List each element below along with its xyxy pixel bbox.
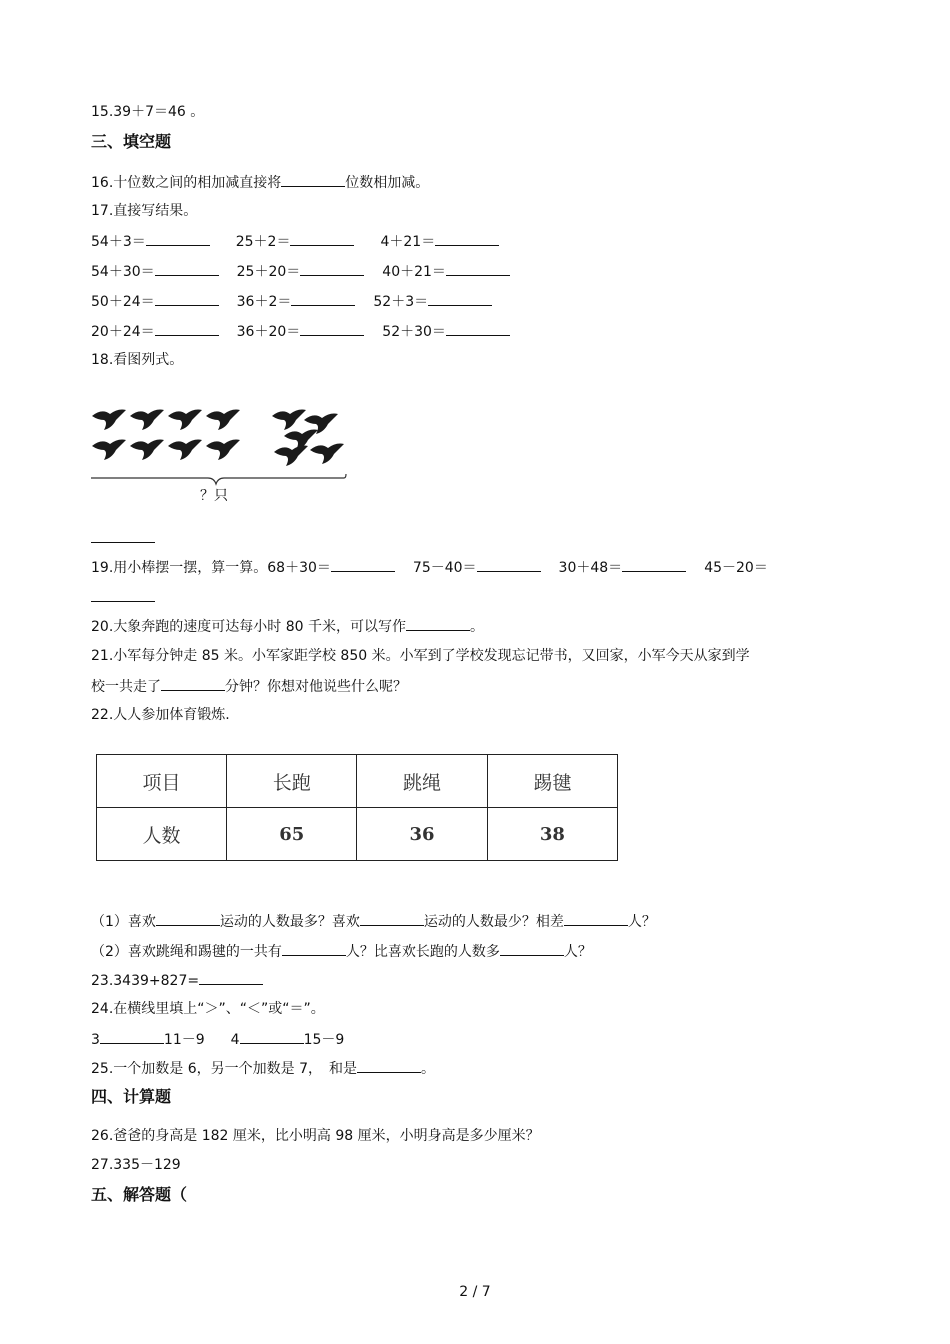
equation: 75－40＝	[412, 560, 477, 576]
answer-blank[interactable]	[155, 321, 219, 336]
answer-blank[interactable]	[240, 1029, 304, 1044]
answer-blank[interactable]	[282, 941, 346, 956]
q24-right-b: 15－9	[303, 1032, 345, 1048]
answer-blank[interactable]	[291, 291, 355, 306]
q20-text-before: 20.大象奔跑的速度可达每小时 80 千米，可以写作	[91, 619, 406, 635]
sports-table	[96, 754, 618, 861]
answer-blank[interactable]	[435, 231, 499, 246]
q22-1-text: 人？	[627, 914, 656, 930]
question-16	[91, 172, 429, 193]
answer-blank[interactable]	[564, 911, 628, 926]
q24-left-a: 3	[91, 1032, 100, 1048]
answer-blank[interactable]	[100, 1029, 164, 1044]
swallow-icon	[168, 440, 202, 461]
swallow-icon	[310, 444, 344, 465]
question-22-part-2	[91, 941, 592, 962]
q22-2-text: 人？	[563, 944, 592, 960]
answer-blank[interactable]	[155, 291, 219, 306]
answer-blank[interactable]	[91, 528, 155, 543]
equation: 68＋30＝	[267, 560, 331, 576]
swallow-icon	[206, 440, 240, 461]
swallow-icon	[206, 410, 240, 431]
equation: 45－20＝	[704, 560, 768, 576]
page-number: 2 / 7	[459, 1284, 491, 1300]
q17-row-2	[91, 261, 510, 282]
q20-text-after: 。	[469, 619, 484, 635]
q17-row-3	[91, 291, 492, 312]
swallow-icon	[168, 410, 202, 431]
question-22-part-1	[91, 911, 656, 932]
question-20	[91, 616, 484, 637]
equation: 52＋30＝	[382, 324, 446, 340]
answer-blank[interactable]	[290, 231, 354, 246]
section-4-heading: 四、计算题	[91, 1087, 172, 1106]
q23-text: 23.3439+827=	[91, 973, 200, 989]
q24-left-b: 4	[230, 1032, 240, 1048]
answer-blank[interactable]	[300, 321, 364, 336]
table-cell: 36	[357, 808, 487, 861]
equation: 25＋20＝	[236, 264, 301, 280]
answer-blank[interactable]	[199, 970, 263, 985]
answer-blank[interactable]	[281, 172, 345, 187]
table-cell: 项目	[97, 755, 227, 808]
question-19	[91, 557, 768, 578]
question-18-title: 18.看图列式。	[91, 352, 184, 368]
answer-blank[interactable]	[91, 587, 155, 602]
answer-blank[interactable]	[477, 557, 541, 572]
equation: 25＋2＝	[235, 234, 291, 250]
table-cell: 长跑	[227, 755, 357, 808]
q22-1-text: 运动的人数最多？喜欢	[219, 914, 360, 930]
question-25	[91, 1058, 435, 1079]
question-24-items	[91, 1029, 344, 1050]
equation: 4＋21＝	[380, 234, 436, 250]
section-5-heading: 五、解答题（	[91, 1185, 188, 1204]
table-cell: 跳绳	[357, 755, 487, 808]
q22-2-text: （2）喜欢跳绳和踢毽的一共有	[91, 944, 282, 960]
swallow-icon	[92, 410, 126, 431]
answer-blank[interactable]	[155, 261, 219, 276]
equation: 36＋2＝	[236, 294, 292, 310]
equation: 20＋24＝	[91, 324, 155, 340]
q21-text-before: 校一共走了	[91, 679, 161, 695]
q18-answer	[91, 528, 155, 549]
table-cell: 65	[227, 808, 357, 861]
answer-blank[interactable]	[357, 1058, 421, 1073]
answer-blank[interactable]	[500, 941, 564, 956]
question-22-title: 22.人人参加体育锻炼.	[91, 707, 230, 723]
answer-blank[interactable]	[428, 291, 492, 306]
equation: 54＋3＝	[91, 234, 146, 250]
q25-text-before: 25.一个加数是 6，另一个加数是 7， 和是	[91, 1061, 357, 1077]
question-17-title: 17.直接写结果。	[91, 203, 198, 219]
q22-2-text: 人？比喜欢长跑的人数多	[345, 944, 500, 960]
table-cell: 人数	[97, 808, 227, 861]
question-21-line-1: 21.小军每分钟走 85 米。小军家距学校 850 米。小军到了学校发现忘记带书，又回家，小军今天从家到学	[91, 648, 750, 664]
answer-blank[interactable]	[331, 557, 395, 572]
answer-blank[interactable]	[161, 676, 225, 691]
table-header-row	[97, 755, 618, 808]
swallow-icon	[272, 410, 306, 431]
question-15: 15.39＋7＝46 。	[91, 104, 205, 120]
q16-text-before: 16.十位数之间的相加减直接将	[91, 175, 282, 191]
answer-blank[interactable]	[622, 557, 686, 572]
equation: 52＋3＝	[373, 294, 429, 310]
question-27: 27.335－129	[91, 1157, 181, 1173]
question-23	[91, 970, 263, 991]
equation: 36＋20＝	[236, 324, 301, 340]
answer-blank[interactable]	[300, 261, 364, 276]
q17-row-4	[91, 321, 510, 342]
answer-blank[interactable]	[360, 911, 424, 926]
q19-last-answer	[91, 587, 155, 608]
q25-text-after: 。	[420, 1061, 435, 1077]
brace-line	[91, 474, 346, 484]
answer-blank[interactable]	[446, 261, 510, 276]
answer-blank[interactable]	[156, 911, 220, 926]
swallow-icon	[274, 446, 308, 467]
q22-1-text: （1）喜欢	[91, 914, 156, 930]
answer-blank[interactable]	[446, 321, 510, 336]
equation: 40＋21＝	[382, 264, 446, 280]
question-24-title: 24.在横线里填上“＞”、“＜”或“＝”。	[91, 1001, 325, 1017]
question-26: 26.爸爸的身高是 182 厘米，比小明高 98 厘米，小明身高是多少厘米？	[91, 1128, 540, 1144]
answer-blank[interactable]	[406, 616, 470, 631]
q24-right-a: 11－9	[163, 1032, 205, 1048]
q19-lead: 19.用小棒摆一摆，算一算。	[91, 560, 268, 576]
table-cell: 38	[487, 808, 617, 861]
q22-1-text: 运动的人数最少？相差	[423, 914, 564, 930]
swallow-icon	[130, 410, 164, 431]
answer-blank[interactable]	[146, 231, 210, 246]
question-21-line-2	[91, 676, 407, 697]
equation: 54＋30＝	[91, 264, 155, 280]
q16-text-after: 位数相加减。	[345, 175, 430, 191]
table-row	[97, 808, 618, 861]
section-3-heading: 三、填空题	[91, 132, 172, 151]
q21-text-after: 分钟？你想对他说些什么呢？	[225, 679, 407, 695]
equation: 30＋48＝	[558, 560, 623, 576]
table-cell: 踢毽	[487, 755, 617, 808]
equation: 50＋24＝	[91, 294, 155, 310]
swallow-icon	[92, 440, 126, 461]
swallow-icon	[130, 440, 164, 461]
bird-count-label: ？只	[200, 488, 228, 504]
q17-row-1	[91, 231, 499, 252]
